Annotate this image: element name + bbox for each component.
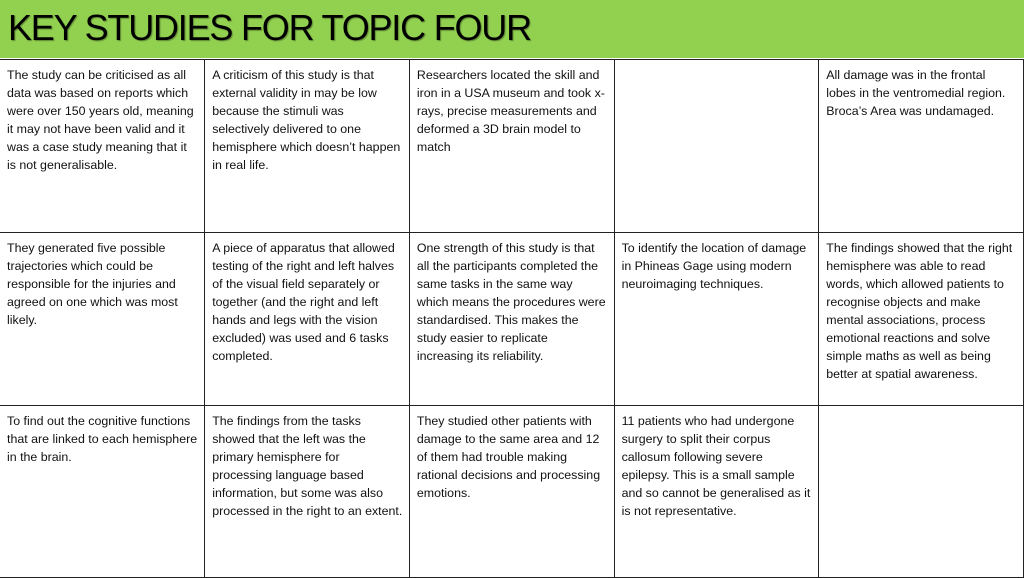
table-cell-empty xyxy=(819,406,1024,578)
table-cell: The findings showed that the right hemisphere was able to read words, which allowed patients to recognise objects and make mental associations, process emotional reactions and solve simple maths as well as being better at spatial awareness. xyxy=(819,233,1024,406)
table-cell: 11 patients who had undergone surgery to split their corpus callosum following severe epilepsy. This is a small sample and so cannot be generalised as it is not representative. xyxy=(614,406,819,578)
table-cell-empty xyxy=(614,60,819,233)
table-cell: A piece of apparatus that allowed testing of the right and left halves of the visual field separately or together (and the right and left hands and legs with the vision excluded) was used and 6 tasks completed. xyxy=(205,233,410,406)
table-row xyxy=(0,406,1024,578)
table-cell: One strength of this study is that all the participants completed the same tasks in the same way which means the procedures were standardised. This makes the study easier to replicate increasing its reliability. xyxy=(409,233,614,406)
table-cell: Researchers located the skill and iron in a USA museum and took x-rays, precise measurements and deformed a 3D brain model to match xyxy=(409,60,614,233)
title-banner xyxy=(0,0,1024,58)
table-cell: The study can be criticised as all data was based on reports which were over 150 years old, meaning it may not have been valid and it was a case study meaning that it is not generalisable. xyxy=(0,60,205,233)
table-cell: They generated five possible trajectories which could be responsible for the injuries and agreed on one which was most likely. xyxy=(0,233,205,406)
table-cell: To identify the location of damage in Phineas Gage using modern neuroimaging techniques. xyxy=(614,233,819,406)
table-row xyxy=(0,60,1024,233)
page-title: KEY STUDIES FOR TOPIC FOUR xyxy=(8,7,531,48)
table-cell: To find out the cognitive functions that are linked to each hemisphere in the brain. xyxy=(0,406,205,578)
table-row xyxy=(0,233,1024,406)
table-cell: They studied other patients with damage to the same area and 12 of them had trouble making rational decisions and processing emotions. xyxy=(409,406,614,578)
table-cell: A criticism of this study is that external validity in may be low because the stimuli was selectively delivered to one hemisphere which doesn’t happen in real life. xyxy=(205,60,410,233)
studies-table xyxy=(0,59,1024,578)
table-cell: The findings from the tasks showed that the left was the primary hemisphere for processing language based information, but some was also processed in the right to an extent. xyxy=(205,406,410,578)
table-cell: All damage was in the frontal lobes in the ventromedial region. Broca’s Area was undamaged. xyxy=(819,60,1024,233)
